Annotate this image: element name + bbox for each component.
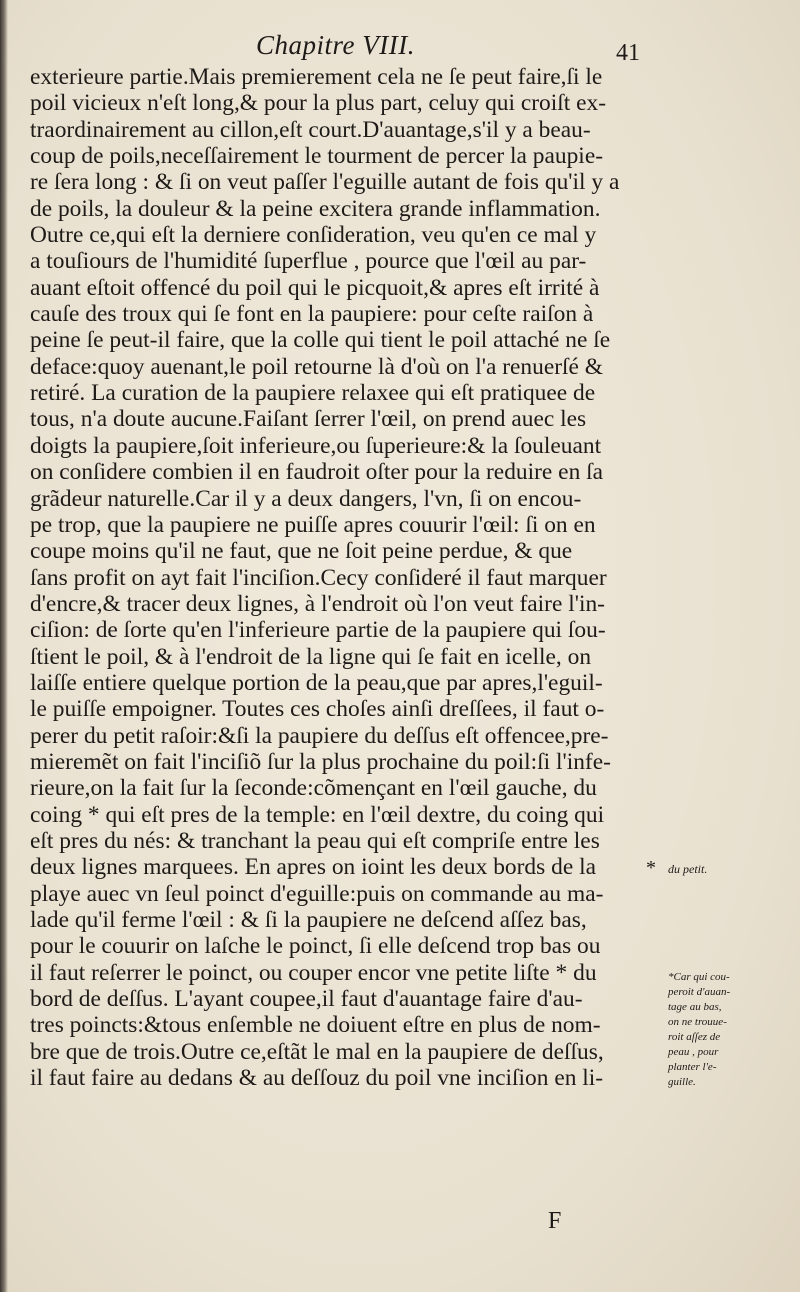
margin-note-line: peroit d'auan- (668, 986, 731, 998)
text-line (30, 828, 660, 854)
text-line-content: on conſidere combien il en faudroit oſter pour la reduire en ſa (30, 459, 604, 486)
text-line (30, 143, 660, 169)
text-line (30, 275, 660, 301)
margin-note-marker: * (646, 857, 656, 879)
text-line (30, 248, 660, 274)
text-line (30, 1065, 660, 1091)
text-line-content: tres poincts:&tous enſemble ne doiuent eſtre en plus de nom- (30, 1012, 601, 1039)
text-line-content: grãdeur naturelle.Car il y a deux dangers, l'vn, ſi on encou- (30, 485, 582, 512)
text-line-content: deface:quoy auenant,le poil retourne là d'où on l'a renuerſé & (30, 353, 604, 380)
text-line (30, 723, 660, 749)
text-line-content: coup de poils,neceſſairement le tourment de percer la paupie- (30, 143, 604, 170)
text-line-content: bord de deſſus. L'ayant coupee,il faut d'auantage faire d'au- (30, 986, 583, 1013)
margin-note-line: du petit. (668, 862, 708, 876)
text-line-content: Outre ce,qui eſt la derniere conſideration, veu qu'en ce mal y (30, 222, 597, 249)
margin-note-line: tage au bas, (668, 1001, 722, 1013)
text-line-content: lade qu'il ferme l'œil : & ſi la paupiere ne deſcend aſſez bas, (30, 907, 587, 933)
text-line-content: laiſſe entiere quelque portion de la peau,que par apres,l'eguil- (30, 669, 603, 696)
text-line-content: auant eſtoit offencé du poil qui le picquoit,& apres eſt irrité à (30, 274, 600, 301)
text-line (30, 881, 660, 907)
text-line-content: peine ſe peut-il faire, que la colle qui tient le poil attaché ne ſe (30, 327, 611, 354)
text-line-content: traordinairement au cillon,eſt court.D'auantage,s'il y a beau- (30, 116, 591, 143)
text-line-content: eſt pres du nés: & tranchant la peau qui eſt compriſe entre les (30, 827, 600, 854)
text-line (30, 986, 660, 1012)
text-line-content: doigts la paupiere,ſoit inferieure,ou ſuperieure:& la ſouleuant (30, 432, 602, 459)
page-gutter-edge (0, 0, 8, 1292)
text-line (30, 670, 660, 696)
margin-note-line: guille. (668, 1076, 696, 1088)
text-line (30, 222, 660, 248)
text-line (30, 380, 660, 406)
margin-note-line: peau , pour (668, 1046, 719, 1058)
text-line (30, 327, 660, 353)
text-line (30, 406, 660, 432)
margin-note-line: planter l'e- (668, 1061, 717, 1073)
page-number: 41 (616, 40, 640, 66)
text-line-content: il faut faire au dedans & au deſſouz du poil vne inciſion en li- (30, 1065, 604, 1092)
text-line-content: exterieure partie.Mais premierement cela ne ſe peut faire,ſi le (30, 64, 603, 90)
text-line (30, 433, 660, 459)
text-line (30, 1039, 660, 1065)
text-line (30, 802, 660, 828)
text-line-content: a touſiours de l'humidité ſuperflue , pource que l'œil au par- (30, 248, 587, 275)
text-line (30, 459, 660, 485)
text-line-content: le puiſſe empoigner. Toutes ces choſes ainſi dreſſees, il faut o- (30, 696, 605, 723)
text-line (30, 854, 660, 880)
text-line (30, 538, 660, 564)
text-line-content: playe auec vn ſeul poinct d'eguille:puis on commande au ma- (30, 880, 604, 907)
text-line (30, 64, 660, 90)
text-line-content: mieremẽt on fait l'inciſiõ ſur la plus prochaine du poil:ſi l'infe- (30, 748, 611, 775)
text-line (30, 591, 660, 617)
text-line-content: rieure,on la fait ſur la ſeconde:cõmençant en l'œil gauche, du (30, 775, 597, 802)
margin-note-line: roit aſſez de (668, 1031, 721, 1043)
text-line-content: re ſera long : & ſi on veut paſſer l'eguille autant de fois qu'il y a (30, 169, 620, 196)
signature-mark: F (548, 1208, 562, 1234)
text-line (30, 301, 660, 327)
text-line (30, 749, 660, 775)
text-line-content: perer du petit raſoir:&ſi la paupiere du deſſus eſt offencee,pre- (30, 722, 609, 749)
body-text (30, 64, 660, 1091)
text-line (30, 775, 660, 801)
text-line-content: tous, n'a doute aucune.Faiſant ſerrer l'œil, on prend auec les (30, 406, 587, 433)
text-line (30, 354, 660, 380)
margin-note-line: *Car qui cou- (668, 971, 730, 983)
margin-note-line: on ne trouue- (668, 1016, 727, 1028)
text-line (30, 933, 660, 959)
text-line (30, 169, 660, 195)
text-line-content: ſtient le poil, & à l'endroit de la ligne qui ſe fait en icelle, on (30, 643, 592, 670)
text-line-content: ciſion: de ſorte qu'en l'inferieure partie de la paupiere qui ſou- (30, 617, 606, 644)
text-line-content: coupe moins qu'il ne faut, que ne ſoit peine perdue, & que (30, 538, 573, 565)
text-line-content: pour le couurir on laſche le poinct, ſi elle deſcend trop bas ou (30, 933, 601, 960)
text-line (30, 696, 660, 722)
text-line-content: bre que de trois.Outre ce,eſtãt le mal en la paupiere de deſſus, (30, 1038, 604, 1065)
text-line (30, 617, 660, 643)
text-line (30, 512, 660, 538)
text-line-content: retiré. La curation de la paupiere relaxee qui eſt pratiquee de (30, 380, 596, 407)
text-line (30, 196, 660, 222)
text-line-content: coing * qui eſt pres de la temple: en l'œil dextre, du coing qui (30, 801, 605, 828)
text-line-content: poil vicieux n'eſt long,& pour la plus part, celuy qui croiſt ex- (30, 90, 607, 117)
text-line (30, 1012, 660, 1038)
text-line-content: cauſe des troux qui ſe font en la paupiere: pour ceſte raiſon à (30, 301, 594, 328)
text-line (30, 644, 660, 670)
text-line (30, 486, 660, 512)
text-line-content: d'encre,& tracer deux lignes, à l'endroit où l'on veut faire l'in- (30, 590, 605, 617)
text-line (30, 117, 660, 143)
text-line-content: ſans profit on ayt fait l'inciſion.Cecy conſideré il faut marquer (30, 564, 607, 591)
text-line (30, 565, 660, 591)
text-line (30, 90, 660, 116)
text-line (30, 960, 660, 986)
text-line-content: il faut reſerrer le poinct, ou couper encor vne petite liſte * du (30, 959, 597, 986)
margin-note-1 (668, 862, 793, 877)
text-line (30, 907, 660, 933)
text-line-content: de poils, la douleur & la peine excitera grande inflammation. (30, 195, 601, 222)
text-line-content: deux lignes marquees. En apres on ioint les deux bords de la (30, 854, 596, 881)
running-head: Chapitre VIII. (256, 30, 415, 60)
text-line-content: pe trop, que la paupiere ne puiſſe apres couurir l'œil: ſi on en (30, 511, 596, 538)
margin-note-2 (668, 970, 793, 1090)
